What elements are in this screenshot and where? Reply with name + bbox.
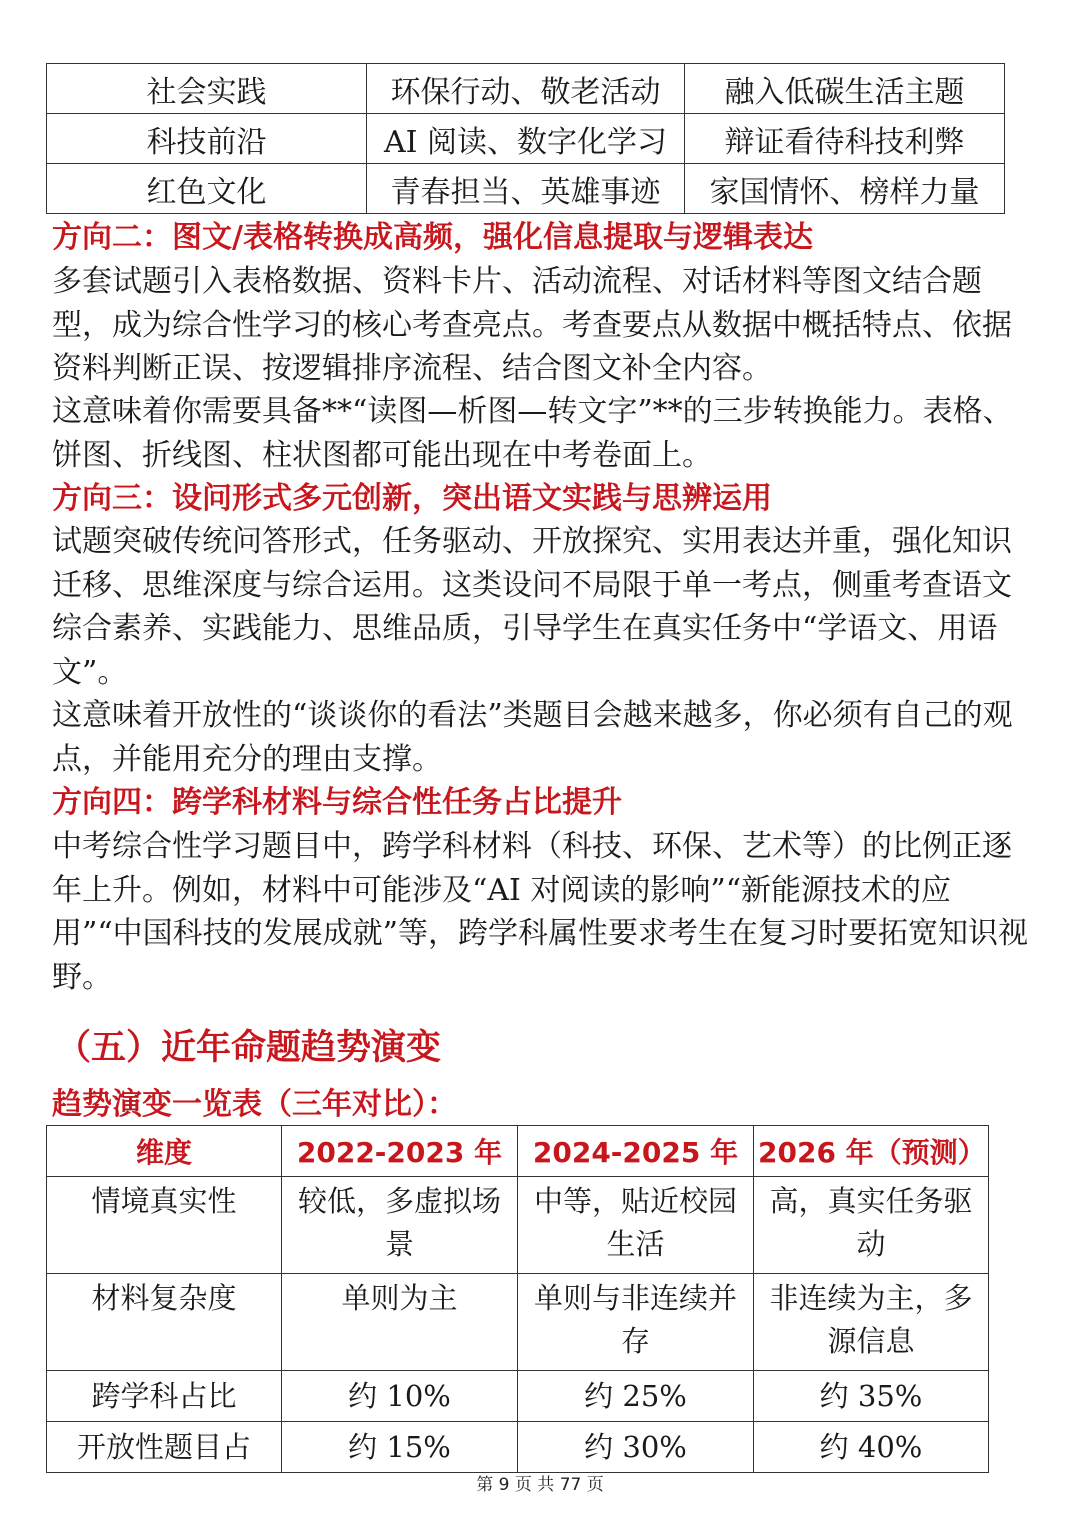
direction2-paragraph-1: 多套试题引入表格数据、资料卡片、活动流程、对话材料等图文结合题型，成为综合性学习的核心考查亮点。考查要点从数据中概括特点、依据资料判断正误、按逻辑排序流程、结合图文补全内容。 bbox=[52, 264, 1012, 386]
table-row bbox=[47, 1274, 989, 1371]
table-cell: 环保行动、敬老活动 bbox=[367, 64, 685, 114]
page-footer: 第 9 页 共 77 页 bbox=[476, 1475, 604, 1495]
table-cell: 中等，贴近校园生活 bbox=[518, 1177, 754, 1274]
direction3-paragraph-1: 试题突破传统问答形式，任务驱动、开放探究、实用表达并重，强化知识迁移、思维深度与综合运用。这类设问不局限于单一考点，侧重考查语文综合素养、实践能力、思维品质，引导学生在真实任务中“学语文、用语文”。 bbox=[52, 524, 1012, 690]
table-cell: 单则与非连续并存 bbox=[518, 1274, 754, 1371]
topic-table bbox=[46, 63, 1005, 214]
section-title: （五）近年命题趋势演变 bbox=[56, 1028, 442, 1068]
table-header-row bbox=[47, 1126, 989, 1177]
table-row bbox=[47, 164, 1005, 214]
table-cell: 约 15% bbox=[282, 1422, 518, 1473]
column-header: 2024-2025 年 bbox=[518, 1126, 754, 1177]
direction4-heading: 方向四：跨学科材料与综合性任务占比提升 bbox=[52, 785, 622, 820]
table-cell: 较低，多虚拟场景 bbox=[282, 1177, 518, 1274]
table-cell: 约 40% bbox=[754, 1422, 989, 1473]
table-row bbox=[47, 64, 1005, 114]
column-header: 2026 年（预测） bbox=[754, 1126, 989, 1177]
direction3-heading: 方向三：设问形式多元创新，突出语文实践与思辨运用 bbox=[52, 481, 772, 516]
table-cell: 非连续为主，多源信息 bbox=[754, 1274, 989, 1371]
table-cell: 家国情怀、榜样力量 bbox=[685, 164, 1005, 214]
direction4-paragraph-1: 中考综合性学习题目中，跨学科材料（科技、环保、艺术等）的比例正逐年上升。例如，材料中可能涉及“AI 对阅读的影响”“新能源技术的应用”“中国科技的发展成就”等，跨学科属性要求考生在复习时要拓宽知识视野。 bbox=[52, 829, 1029, 995]
table-cell: 单则为主 bbox=[282, 1274, 518, 1371]
table-row bbox=[47, 114, 1005, 164]
column-header: 维度 bbox=[47, 1126, 282, 1177]
table-cell: 社会实践 bbox=[47, 64, 367, 114]
table-row bbox=[47, 1422, 989, 1473]
table-cell: 约 30% bbox=[518, 1422, 754, 1473]
direction3-paragraph-2: 这意味着开放性的“谈谈你的看法”类题目会越来越多，你必须有自己的观点，并能用充分的理由支撑。 bbox=[52, 698, 1013, 777]
table-cell: 融入低碳生活主题 bbox=[685, 64, 1005, 114]
table-cell: 红色文化 bbox=[47, 164, 367, 214]
table-cell: 青春担当、英雄事迹 bbox=[367, 164, 685, 214]
table-cell: 科技前沿 bbox=[47, 114, 367, 164]
table-cell: 高，真实任务驱动 bbox=[754, 1177, 989, 1274]
table-cell: 跨学科占比 bbox=[47, 1371, 282, 1422]
direction2-heading: 方向二：图文/表格转换成高频，强化信息提取与逻辑表达 bbox=[52, 220, 813, 255]
table-cell: 材料复杂度 bbox=[47, 1274, 282, 1371]
table-cell: 辩证看待科技利弊 bbox=[685, 114, 1005, 164]
trend-table bbox=[46, 1125, 989, 1473]
column-header: 2022-2023 年 bbox=[282, 1126, 518, 1177]
table-cell: 约 35% bbox=[754, 1371, 989, 1422]
table-cell: 情境真实性 bbox=[47, 1177, 282, 1274]
table-cell: 约 25% bbox=[518, 1371, 754, 1422]
table-row bbox=[47, 1371, 989, 1422]
table-cell: 约 10% bbox=[282, 1371, 518, 1422]
table-cell: AI 阅读、数字化学习 bbox=[367, 114, 685, 164]
direction2-paragraph-2: 这意味着你需要具备**“读图—析图—转文字”**的三步转换能力。表格、饼图、折线图、柱状图都可能出现在中考卷面上。 bbox=[52, 394, 1013, 473]
table-row bbox=[47, 1177, 989, 1274]
table-caption: 趋势演变一览表（三年对比）： bbox=[52, 1087, 457, 1122]
table-cell: 开放性题目占 bbox=[47, 1422, 282, 1473]
